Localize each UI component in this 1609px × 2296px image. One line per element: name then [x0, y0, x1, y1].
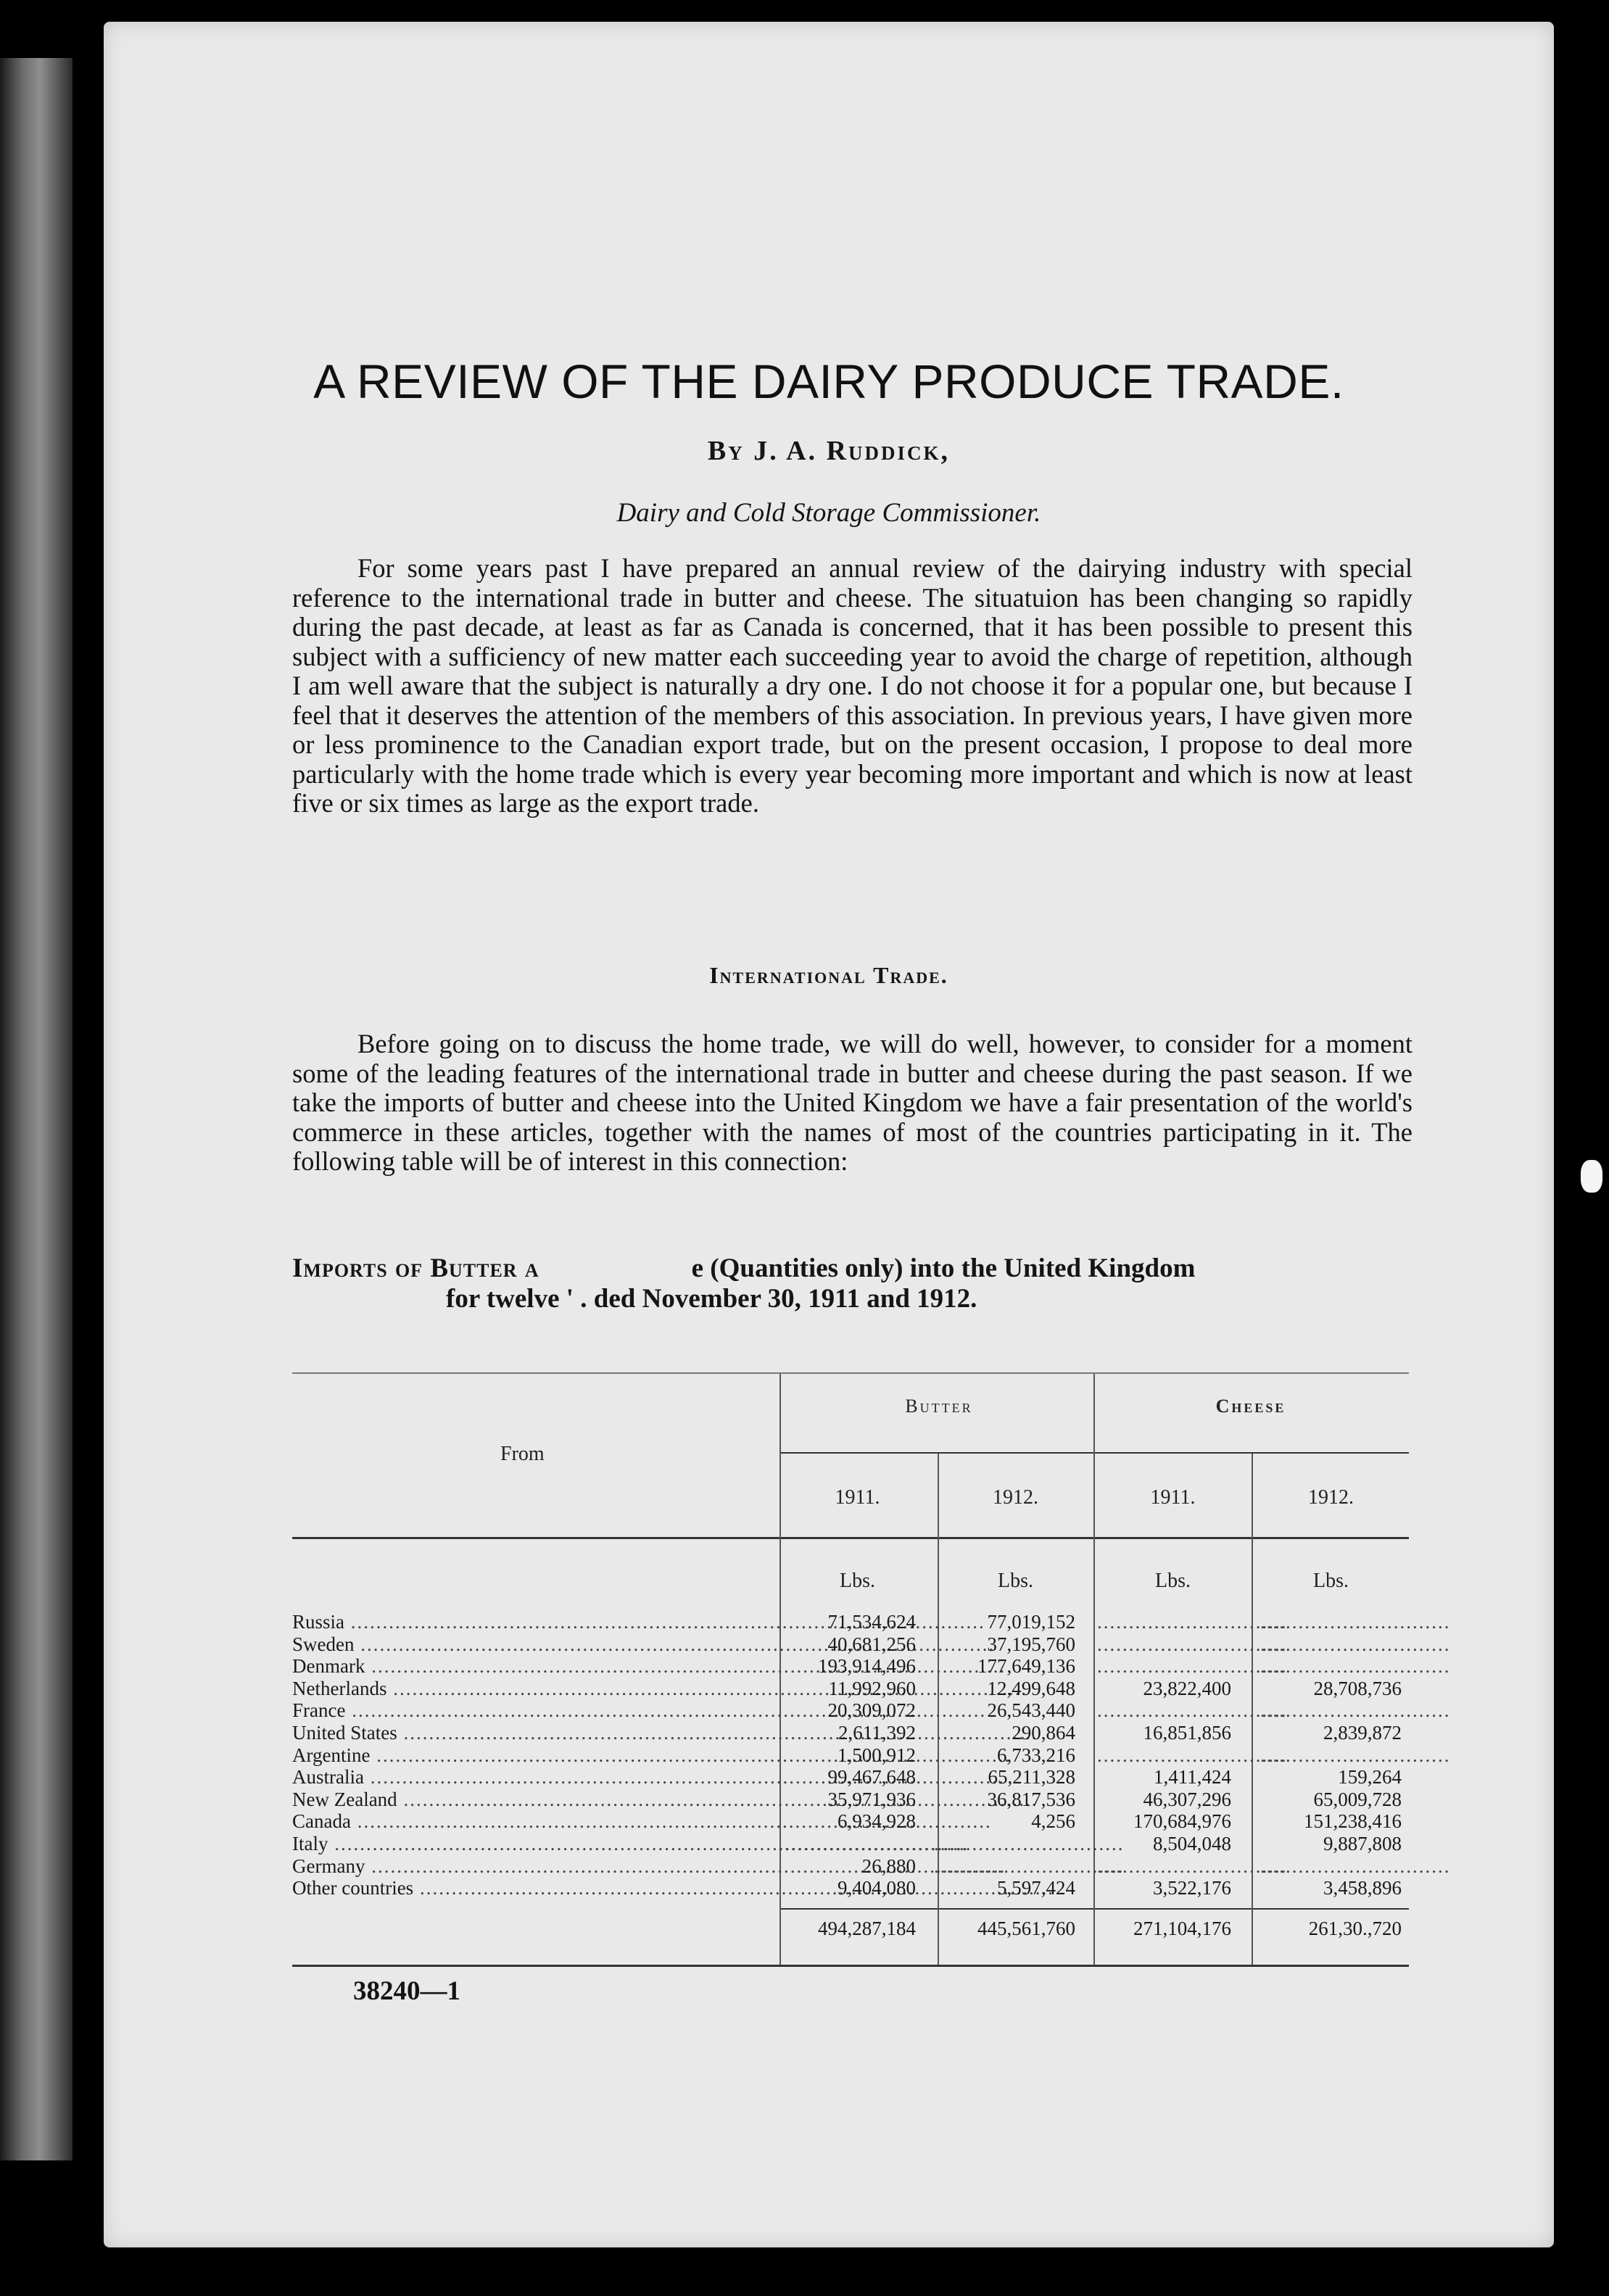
table-caption-line-2: for twelve ' . ded November 30, 1911 and 1912. [446, 1284, 977, 1314]
country-name: France ..... [292, 1699, 771, 1722]
table-header-rule [292, 1537, 1409, 1539]
value-butter-1912: 5,597,424 [997, 1877, 1075, 1899]
table-row [292, 1789, 1409, 1811]
column-unit: Lbs. [1155, 1570, 1191, 1592]
country-name: Russia ..... [292, 1611, 771, 1633]
column-year-butter-1912: 1912. [993, 1486, 1038, 1509]
value-butter-1911: 193,914,496 [818, 1655, 916, 1678]
country-name: Australia ..... [292, 1766, 771, 1789]
value-butter-1911: 9,404,080 [837, 1877, 916, 1899]
table-row [292, 1877, 1409, 1899]
value-cheese-1911: 170,684,976 [1133, 1810, 1231, 1833]
empty-cell-leader: .............................. [1097, 1744, 1288, 1766]
table-bottom-rule [292, 1965, 1409, 1967]
table-row [292, 1810, 1409, 1833]
table-row [292, 1699, 1451, 1722]
column-header-from: From [500, 1443, 545, 1465]
column-group-cheese: Cheese [1215, 1396, 1286, 1417]
value-butter-1911: 40,681,256 [827, 1633, 916, 1655]
table-totals-row [292, 1918, 1409, 1944]
empty-cell-leader: .............................. [1097, 1699, 1288, 1722]
column-year-cheese-1912: 1912. [1308, 1486, 1354, 1509]
empty-cell-leader: .............................. [1097, 1854, 1288, 1877]
value-cheese-1911: 8,504,048 [1153, 1832, 1231, 1854]
empty-cell-leader: .............................. [1097, 1655, 1288, 1678]
total-cheese-1911: 271,104,176 [1133, 1918, 1231, 1939]
value-butter-1911: 11,992,960 [828, 1677, 916, 1699]
value-butter-1912: 290,864 [1012, 1721, 1075, 1744]
value-cheese-1912: 159,264 [1338, 1766, 1402, 1789]
table-row [292, 1722, 1409, 1744]
value-cheese-1912: 3,458,896 [1323, 1877, 1402, 1899]
country-name: New Zealand ..... [292, 1789, 771, 1811]
country-name: Netherlands ..... [292, 1678, 771, 1700]
value-cheese-1912: 2,839,872 [1323, 1721, 1402, 1744]
empty-cell-leader: .............................. [1260, 1655, 1451, 1678]
value-cheese-1911: 1,411,424 [1154, 1766, 1231, 1789]
empty-cell-leader: .............................. [934, 1854, 1125, 1877]
value-butter-1912: 37,195,760 [987, 1633, 1075, 1655]
empty-cell-leader: .............................. [934, 1832, 1125, 1854]
column-year-cheese-1911: 1911. [1150, 1486, 1196, 1509]
value-cheese-1912: 9,887,808 [1323, 1832, 1402, 1854]
value-cheese-1911: 46,307,296 [1143, 1788, 1231, 1810]
table-row [292, 1766, 1409, 1789]
value-butter-1911: 20,309,072 [827, 1699, 916, 1722]
author-role: Dairy and Cold Storage Commissioner. [616, 498, 1041, 528]
value-butter-1912: 4,256 [1031, 1810, 1075, 1833]
column-unit: Lbs. [998, 1570, 1033, 1592]
country-name: Argentine ..... [292, 1744, 771, 1767]
value-cheese-1912: 28,708,736 [1313, 1677, 1402, 1699]
table-row [292, 1854, 1451, 1878]
page-title: A REVIEW OF THE DAIRY PRODUCE TRADE. [313, 355, 1344, 408]
trade-paragraph: Before going on to discuss the home trade, we will do well, however, to consider for a moment some of the leading features of the international trade in butter and cheese during the past season. If we take the imports of butter and cheese into the United Kingdom we have a fair presentation of the world's commerce in these articles, together with the names of most of the countries participating in it. The following table will be of interest in this connection: [292, 1029, 1412, 1176]
value-cheese-1911: 23,822,400 [1143, 1677, 1231, 1699]
column-unit: Lbs. [1313, 1570, 1349, 1592]
table-caption-lead: Imports of Butter a [292, 1253, 539, 1283]
table-row [292, 1633, 1451, 1656]
column-unit: Lbs. [840, 1570, 875, 1592]
country-name: Germany ..... [292, 1855, 771, 1878]
value-cheese-1912: 151,238,416 [1304, 1810, 1402, 1833]
country-name: United States ..... [292, 1722, 771, 1744]
value-butter-1911: 99,467,648 [827, 1766, 916, 1789]
table-caption-rest: e (Quantities only) into the United Kingdom [691, 1253, 1196, 1283]
intro-paragraph: For some years past I have prepared an annual review of the dairying industry with special reference to the international trade in butter and cheese. The situatuion has been changing so rapidly during the past decade, at least as far as Canada is concerned, that it has been possible to present this subject with a sufficiency of new matter each succeeding year to avoid the charge of repetition, although I am well aware that the subject is naturally a dry one. I do not choose it for a popular one, but because I feel that it deserves the attention of the members of this association. In previous years, I have given more or less prominence to the Canadian export trade, but on the present occasion, I propose to deal more particularly with the home trade which is every year becoming more important and which is now at least five or six times as large as the export trade. [292, 553, 1412, 818]
total-cheese-1912: 261,30.,720 [1308, 1918, 1402, 1939]
value-butter-1912: 12,499,648 [987, 1677, 1075, 1699]
value-butter-1911: 1,500,912 [837, 1744, 916, 1766]
value-butter-1911: 35,971,936 [827, 1788, 916, 1810]
column-year-butter-1911: 1911. [835, 1486, 880, 1509]
value-butter-1911: 26,880 [861, 1854, 916, 1877]
country-name: Italy ..... [292, 1833, 771, 1855]
empty-cell-leader: .............................. [1260, 1611, 1451, 1633]
value-butter-1912: 177,649,136 [977, 1655, 1075, 1678]
country-name: Other countries ..... [292, 1877, 771, 1899]
print-number: 38240—1 [353, 1976, 460, 2006]
scan-speck [1581, 1160, 1602, 1193]
country-name: Canada ..... [292, 1810, 771, 1833]
value-butter-1912: 77,019,152 [987, 1611, 1075, 1633]
table-row [292, 1611, 1451, 1633]
adjacent-page-edge [0, 58, 73, 2160]
value-cheese-1911: 3,522,176 [1153, 1877, 1231, 1899]
empty-cell-leader: .............................. [1260, 1854, 1451, 1877]
value-butter-1912: 36,817,536 [987, 1788, 1075, 1810]
country-name: Denmark ..... [292, 1655, 771, 1678]
value-butter-1911: 6,934,928 [837, 1810, 916, 1833]
table-row [292, 1655, 1451, 1678]
author-byline: By J. A. Ruddick, [707, 436, 951, 466]
value-cheese-1912: 65,009,728 [1313, 1788, 1402, 1810]
table-row [292, 1744, 1451, 1767]
table-caption-line-1 [292, 1253, 1195, 1284]
empty-cell-leader: .............................. [778, 1832, 969, 1854]
table-row [292, 1833, 1409, 1855]
empty-cell-leader: .............................. [1097, 1611, 1288, 1633]
column-group-butter: Butter [905, 1396, 973, 1417]
total-butter-1911: 494,287,184 [818, 1918, 916, 1939]
empty-cell-leader: .............................. [1097, 1633, 1288, 1655]
country-name: Sweden ..... [292, 1633, 771, 1656]
total-butter-1912: 445,561,760 [977, 1918, 1075, 1939]
empty-cell-leader: .............................. [1260, 1744, 1451, 1766]
value-butter-1911: 71,534,624 [827, 1611, 916, 1633]
table-body [292, 1611, 1451, 1899]
section-heading: International Trade. [709, 962, 948, 988]
value-butter-1911: 2,611,392 [838, 1721, 916, 1744]
table-top-rule [292, 1372, 1409, 1374]
empty-cell-leader: .............................. [1260, 1633, 1451, 1655]
table-row [292, 1678, 1409, 1700]
value-butter-1912: 6,733,216 [997, 1744, 1075, 1766]
value-butter-1912: 26,543,440 [987, 1699, 1075, 1722]
empty-cell-leader: .............................. [1260, 1699, 1451, 1722]
value-butter-1912: 65,211,328 [988, 1766, 1075, 1789]
value-cheese-1911: 16,851,856 [1143, 1721, 1231, 1744]
